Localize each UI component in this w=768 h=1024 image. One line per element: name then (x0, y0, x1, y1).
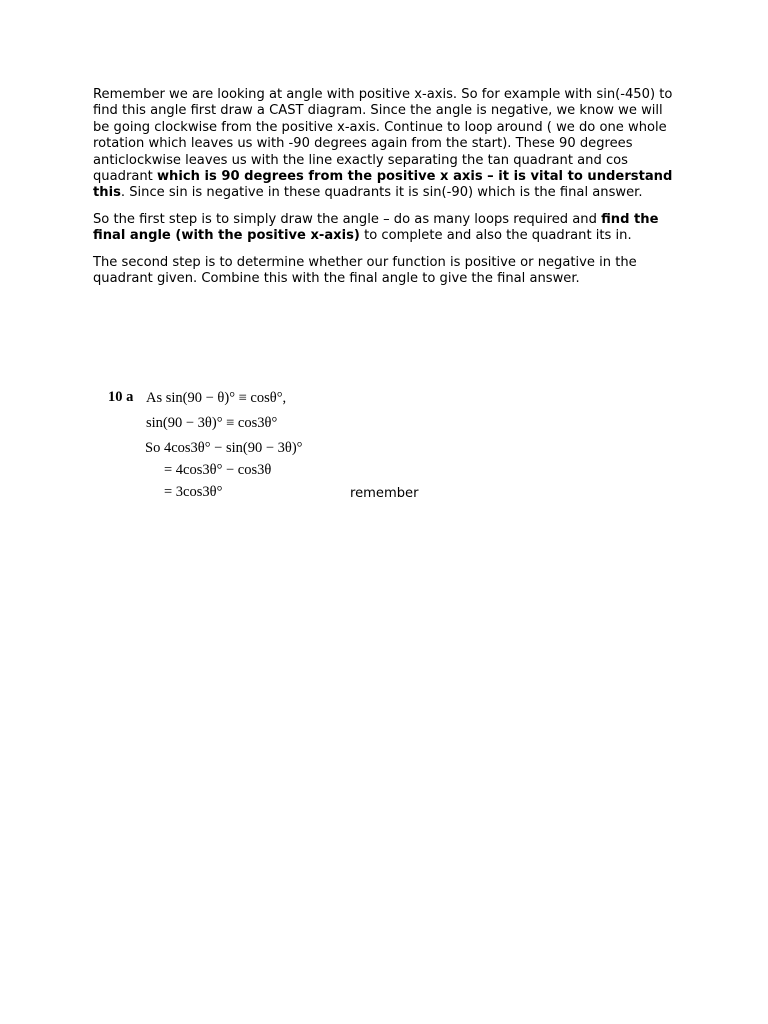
solution-line-4: = 4cos3θ° − cos3θ (164, 462, 272, 478)
solution-line-1: As sin(90 − θ)° ≡ cosθ°, (146, 390, 287, 406)
paragraph-1-text-a: Remember we are looking at angle with positive x-axis. So for example with sin(-450) to find this angle first draw a CAST diagram. Since the angle is negative, we know we will be going clockwise from the positive x-axis. Continue to loop around ( we do one whole rotation which leaves us with -90 degrees again from the start). These 90 degrees anticlockwise leaves us with the line exactly separating the tan quadrant and cos quadrant (93, 87, 673, 185)
worked-solution-image (108, 383, 338, 503)
question-label: 10 a (108, 389, 134, 405)
body-text (93, 87, 677, 297)
paragraph-2 (93, 212, 677, 245)
paragraph-3 (93, 255, 677, 288)
paragraph-3-text: The second step is to determine whether our function is positive or negative in the quadrant given. Combine this with the final angle to give the final answer. (93, 254, 637, 287)
solution-line-3: So 4cos3θ° − sin(90 − 3θ)° (145, 440, 303, 456)
solution-line-2: sin(90 − 3θ)° ≡ cos3θ° (146, 415, 278, 431)
paragraph-1-text-b: . Since sin is negative in these quadrants it is sin(-90) which is the final answer. (120, 185, 643, 201)
paragraph-1 (93, 87, 677, 202)
side-note: remember (350, 486, 419, 501)
paragraph-2-bold: find the final angle (with the positive x-axis) (93, 211, 659, 244)
paragraph-2-text-b: to complete and also the quadrant its in. (359, 228, 632, 244)
solution-line-5: = 3cos3θ° (164, 484, 223, 500)
paragraph-2-text-a: So the first step is to simply draw the angle – do as many loops required and (93, 211, 602, 227)
paragraph-1-bold: which is 90 degrees from the positive x axis – it is vital to understand this (93, 169, 673, 201)
